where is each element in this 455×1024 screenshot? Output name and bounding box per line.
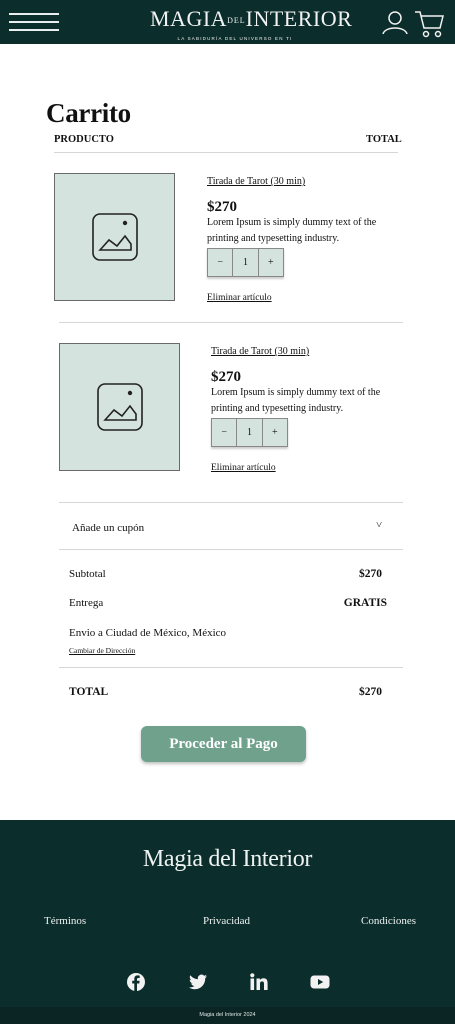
divider: [59, 502, 403, 503]
quantity-stepper: [207, 248, 284, 277]
remove-item-link[interactable]: Eliminar artículo: [207, 293, 272, 303]
divider: [59, 549, 403, 550]
increase-quantity-button[interactable]: +: [272, 427, 278, 438]
column-header-product: PRODUCTO: [54, 134, 114, 145]
product-description: Lorem Ipsum is simply dummy text of the printing and typesetting industry.: [207, 217, 377, 244]
site-logo[interactable]: [150, 6, 353, 41]
divider: [59, 322, 403, 323]
menu-icon[interactable]: [9, 12, 59, 32]
footer-brand: Magia del Interior: [142, 846, 313, 872]
total-value: $270: [359, 686, 382, 698]
chevron-down-icon[interactable]: ˅: [376, 519, 383, 531]
user-icon[interactable]: [382, 11, 408, 35]
delivery-label: Entrega: [69, 597, 104, 609]
divider: [54, 152, 398, 153]
site-footer: [0, 820, 455, 1024]
column-header-total: TOTAL: [366, 134, 402, 145]
product-image-placeholder: [59, 343, 180, 471]
image-icon: [96, 382, 144, 432]
decrease-quantity-button[interactable]: −: [208, 249, 233, 276]
footer-link-terms[interactable]: Términos: [44, 915, 87, 927]
image-icon: [91, 212, 139, 262]
change-address-link[interactable]: Cambiar de Dirección: [69, 646, 136, 655]
product-description: Lorem Ipsum is simply dummy text of the printing and typesetting industry.: [211, 387, 381, 414]
site-header: [0, 0, 455, 44]
decrease-quantity-button[interactable]: −: [212, 419, 237, 446]
quantity-stepper: [211, 418, 288, 447]
page-title: Carrito: [46, 98, 131, 128]
product-image-placeholder: [54, 173, 175, 301]
logo-second-text: INTERIOR: [245, 6, 353, 31]
coupon-toggle[interactable]: Añade un cupón: [72, 522, 145, 534]
subtotal-label: Subtotal: [69, 568, 106, 580]
logo-tagline: LA SABIDURÍA DEL UNIVERSO EN TI: [177, 35, 293, 41]
product-title-link[interactable]: Tirada de Tarot (30 min): [211, 346, 310, 357]
product-title-link[interactable]: Tirada de Tarot (30 min): [207, 176, 306, 187]
twitter-icon[interactable]: [188, 972, 208, 992]
increase-quantity-button[interactable]: +: [268, 257, 274, 268]
copyright-text: Magia del Interior 2024: [0, 1007, 455, 1024]
quantity-value: 1: [233, 249, 258, 276]
footer-link-privacy[interactable]: Privacidad: [203, 915, 251, 927]
remove-item-link[interactable]: Eliminar artículo: [211, 463, 276, 473]
shipping-destination: Envio a Ciudad de México, México: [69, 627, 227, 639]
footer-link-conditions[interactable]: Condiciones: [361, 915, 416, 927]
product-price: $270: [211, 369, 241, 385]
product-price: $270: [207, 199, 237, 215]
total-label: TOTAL: [69, 686, 109, 698]
delivery-value: GRATIS: [343, 597, 387, 609]
cart-icon[interactable]: [414, 10, 444, 38]
logo-small-text: DEL: [227, 15, 246, 25]
youtube-icon[interactable]: [310, 972, 330, 992]
checkout-button[interactable]: Proceder al Pago: [141, 726, 306, 762]
linkedin-icon[interactable]: [249, 972, 269, 992]
facebook-icon[interactable]: [126, 972, 146, 992]
quantity-value: 1: [237, 419, 262, 446]
divider: [59, 667, 403, 668]
subtotal-value: $270: [359, 568, 382, 580]
logo-main-text: MAGIA: [150, 6, 228, 31]
